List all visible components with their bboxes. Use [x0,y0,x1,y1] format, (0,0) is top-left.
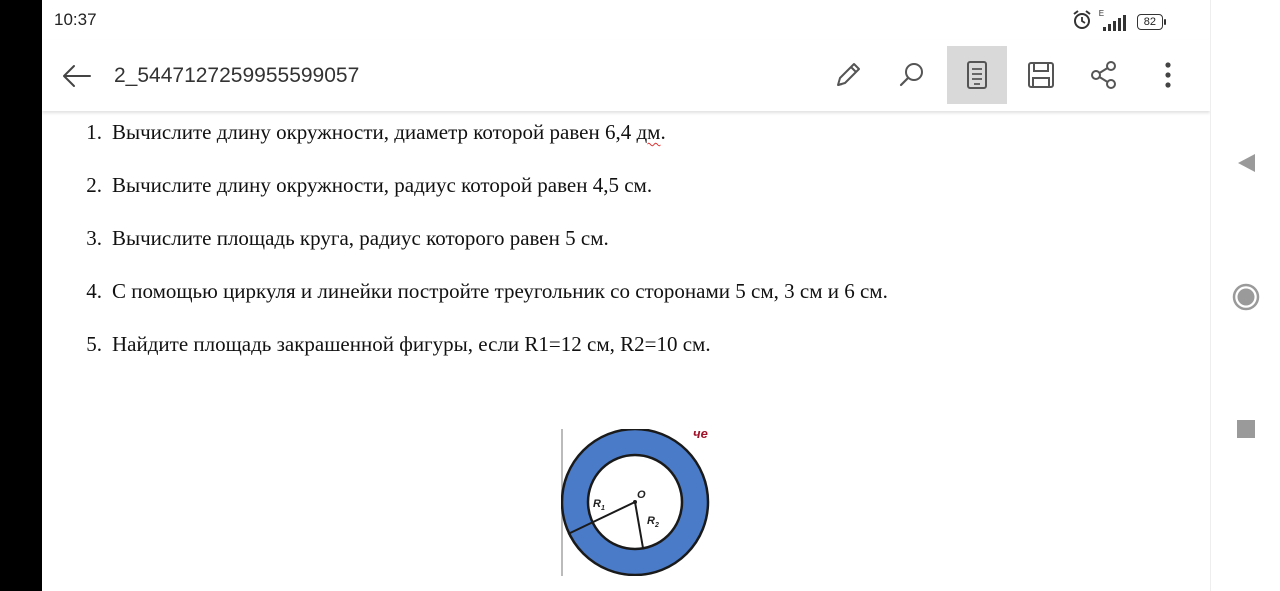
more-icon [1163,59,1173,91]
signal-icon [1098,9,1131,32]
edit-button[interactable] [818,46,878,104]
square-recents-icon [1236,419,1256,439]
r1-label: $R_1$ [593,498,605,513]
battery-level: 82 [1137,14,1163,30]
system-nav-bar [1210,0,1280,591]
task-number: 4. [86,279,102,303]
reading-mode-icon [964,59,990,91]
home-circle-icon [1231,282,1261,312]
spellcheck-word: дм [636,120,661,144]
alarm-icon [1071,9,1093,35]
task-text: Вычислите длину окружности, диаметр которой равен 6,4 дм. [112,120,666,144]
center-label: O [637,489,646,501]
nav-recents-button[interactable] [1236,419,1256,439]
task-text: С помощью циркуля и линейки постройте треугольник со сторонами 5 см, 3 см и 6 см. [112,279,888,303]
battery-indicator [1137,14,1166,30]
pencil-icon [832,59,864,91]
task-number: 3. [86,226,102,250]
status-icons [1071,9,1166,35]
app-toolbar [42,40,1210,111]
annulus-figure [561,426,716,576]
nav-home-button[interactable] [1231,282,1261,312]
share-icon [1088,59,1120,91]
reading-mode-button[interactable] [947,46,1007,104]
left-edge-strip [0,0,42,591]
more-options-button[interactable] [1138,46,1198,104]
task-number: 5. [86,332,102,356]
status-bar [42,0,1210,40]
r2-label: $R_2$ [647,515,659,530]
search-icon [896,59,928,91]
back-arrow-icon [60,62,92,90]
search-button[interactable] [882,46,942,104]
task-number: 2. [86,173,102,197]
nav-back-button[interactable] [1233,150,1259,176]
network-type-label: E [1098,9,1105,18]
cropped-text: че [693,426,708,441]
task-number: 1. [86,120,102,144]
status-time: 10:37 [54,10,97,29]
triangle-back-icon [1233,150,1259,176]
save-button[interactable] [1011,46,1071,104]
annulus-diagram [561,429,716,576]
task-text: Вычислите площадь круга, радиус которого равен 5 см. [112,226,609,250]
save-icon [1025,59,1057,91]
document-page [42,111,1210,591]
task-text: Найдите площадь закрашенной фигуры, если R1=12 см, R2=10 см. [112,332,711,356]
share-button[interactable] [1074,46,1134,104]
task-text: Вычислите длину окружности, радиус которой равен 4,5 см. [112,173,653,197]
back-button[interactable] [60,62,92,90]
document-title: 2_5447127259955599057 [114,64,360,87]
